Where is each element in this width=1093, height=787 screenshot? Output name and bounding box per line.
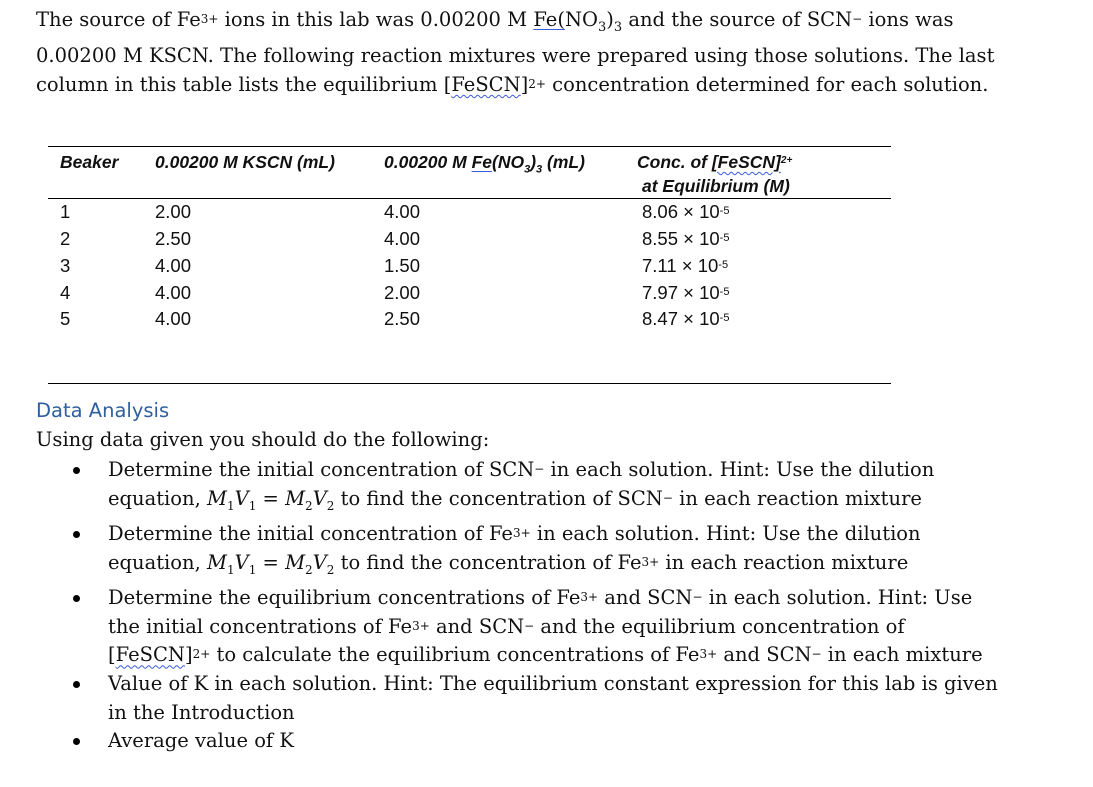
header-beaker: Beaker (60, 152, 119, 172)
fe-nitrate-link: Fe( (533, 8, 565, 31)
intro-paragraph: The source of $Fe^{3+}$ ions in this lab was 0.00200 M $Fe(NO_3)_3$ and the source of SCN− ions was 0.00200 M KSCN. The following reaction mixtures were prepared using those solutions. The last column in this table lists the equilibrium [FeSCN]$^{2+}$ concentration determined for each solution. (36, 8, 995, 96)
bullet-icon (73, 738, 80, 745)
section-heading: Data Analysis (36, 399, 170, 422)
header-conc-line2: at Equilibrium (M) (642, 176, 790, 196)
header-fe: 0.00200 M $Fe(NO_3)_3$ (mL) (384, 152, 585, 176)
bullet-icon (73, 467, 80, 474)
list-item: Average value of K (0, 727, 1000, 756)
table-row: 2 2.50 4.00 $8.55 \times 10^{-5}$ (60, 228, 730, 249)
table-row: 4 4.00 2.00 $7.97 \times 10^{-5}$ (60, 282, 730, 303)
table-body (48, 199, 891, 383)
bullet-icon (73, 531, 80, 538)
dilution-equation: $M_1V_1 = M_2V_2$ (206, 486, 335, 513)
header-kscn: 0.00200 M KSCN (mL) (155, 152, 335, 172)
data-table (48, 146, 891, 384)
list-item: Determine the equilibrium concentrations of $Fe^{3+}$ and SCN− in each solution. Hint: Use the initial concentrations of $Fe^{3+}$ and SCN− and the equilibrium concentration of [FeSCN]$^{2+}$ to calculate the equilibrium concentrations of $Fe^{3+}$ and SCN− in each mixture (0, 584, 1000, 670)
table-row: 3 4.00 1.50 $7.11 \times 10^{-5}$ (60, 255, 729, 276)
header-conc: Conc. of [FeSCN]$^{2+}$ (637, 152, 793, 172)
list-item: Determine the initial concentration of SCN− in each solution. Hint: Use the dilution equation, $M_1V_1 = M_2V_2$ to find the concentration of SCN− in each reaction mixture (0, 456, 1000, 520)
spellcheck-fescn: FeSCN (451, 72, 521, 96)
table-row: 5 4.00 2.50 $8.47 \times 10^{-5}$ (60, 308, 730, 329)
analysis-list (0, 456, 1000, 756)
table-row: 1 2.00 4.00 $8.06 \times 10^{-5}$ (60, 201, 730, 222)
list-item: Determine the initial concentration of $Fe^{3+}$ in each solution. Hint: Use the dilution equation, $M_1V_1 = M_2V_2$ to find the concentration of $Fe^{3+}$ in each reaction mixture (0, 520, 1000, 584)
table-header (48, 147, 891, 199)
bullet-icon (73, 681, 80, 688)
analysis-intro: Using data given you should do the following: (36, 428, 490, 451)
spellcheck-fescn: FeSCN (115, 643, 185, 667)
list-item: Value of K in each solution. Hint: The equilibrium constant expression for this lab is given in the Introduction (0, 670, 1000, 727)
bullet-icon (73, 595, 80, 602)
dilution-equation: $M_1V_1 = M_2V_2$ (206, 550, 335, 577)
